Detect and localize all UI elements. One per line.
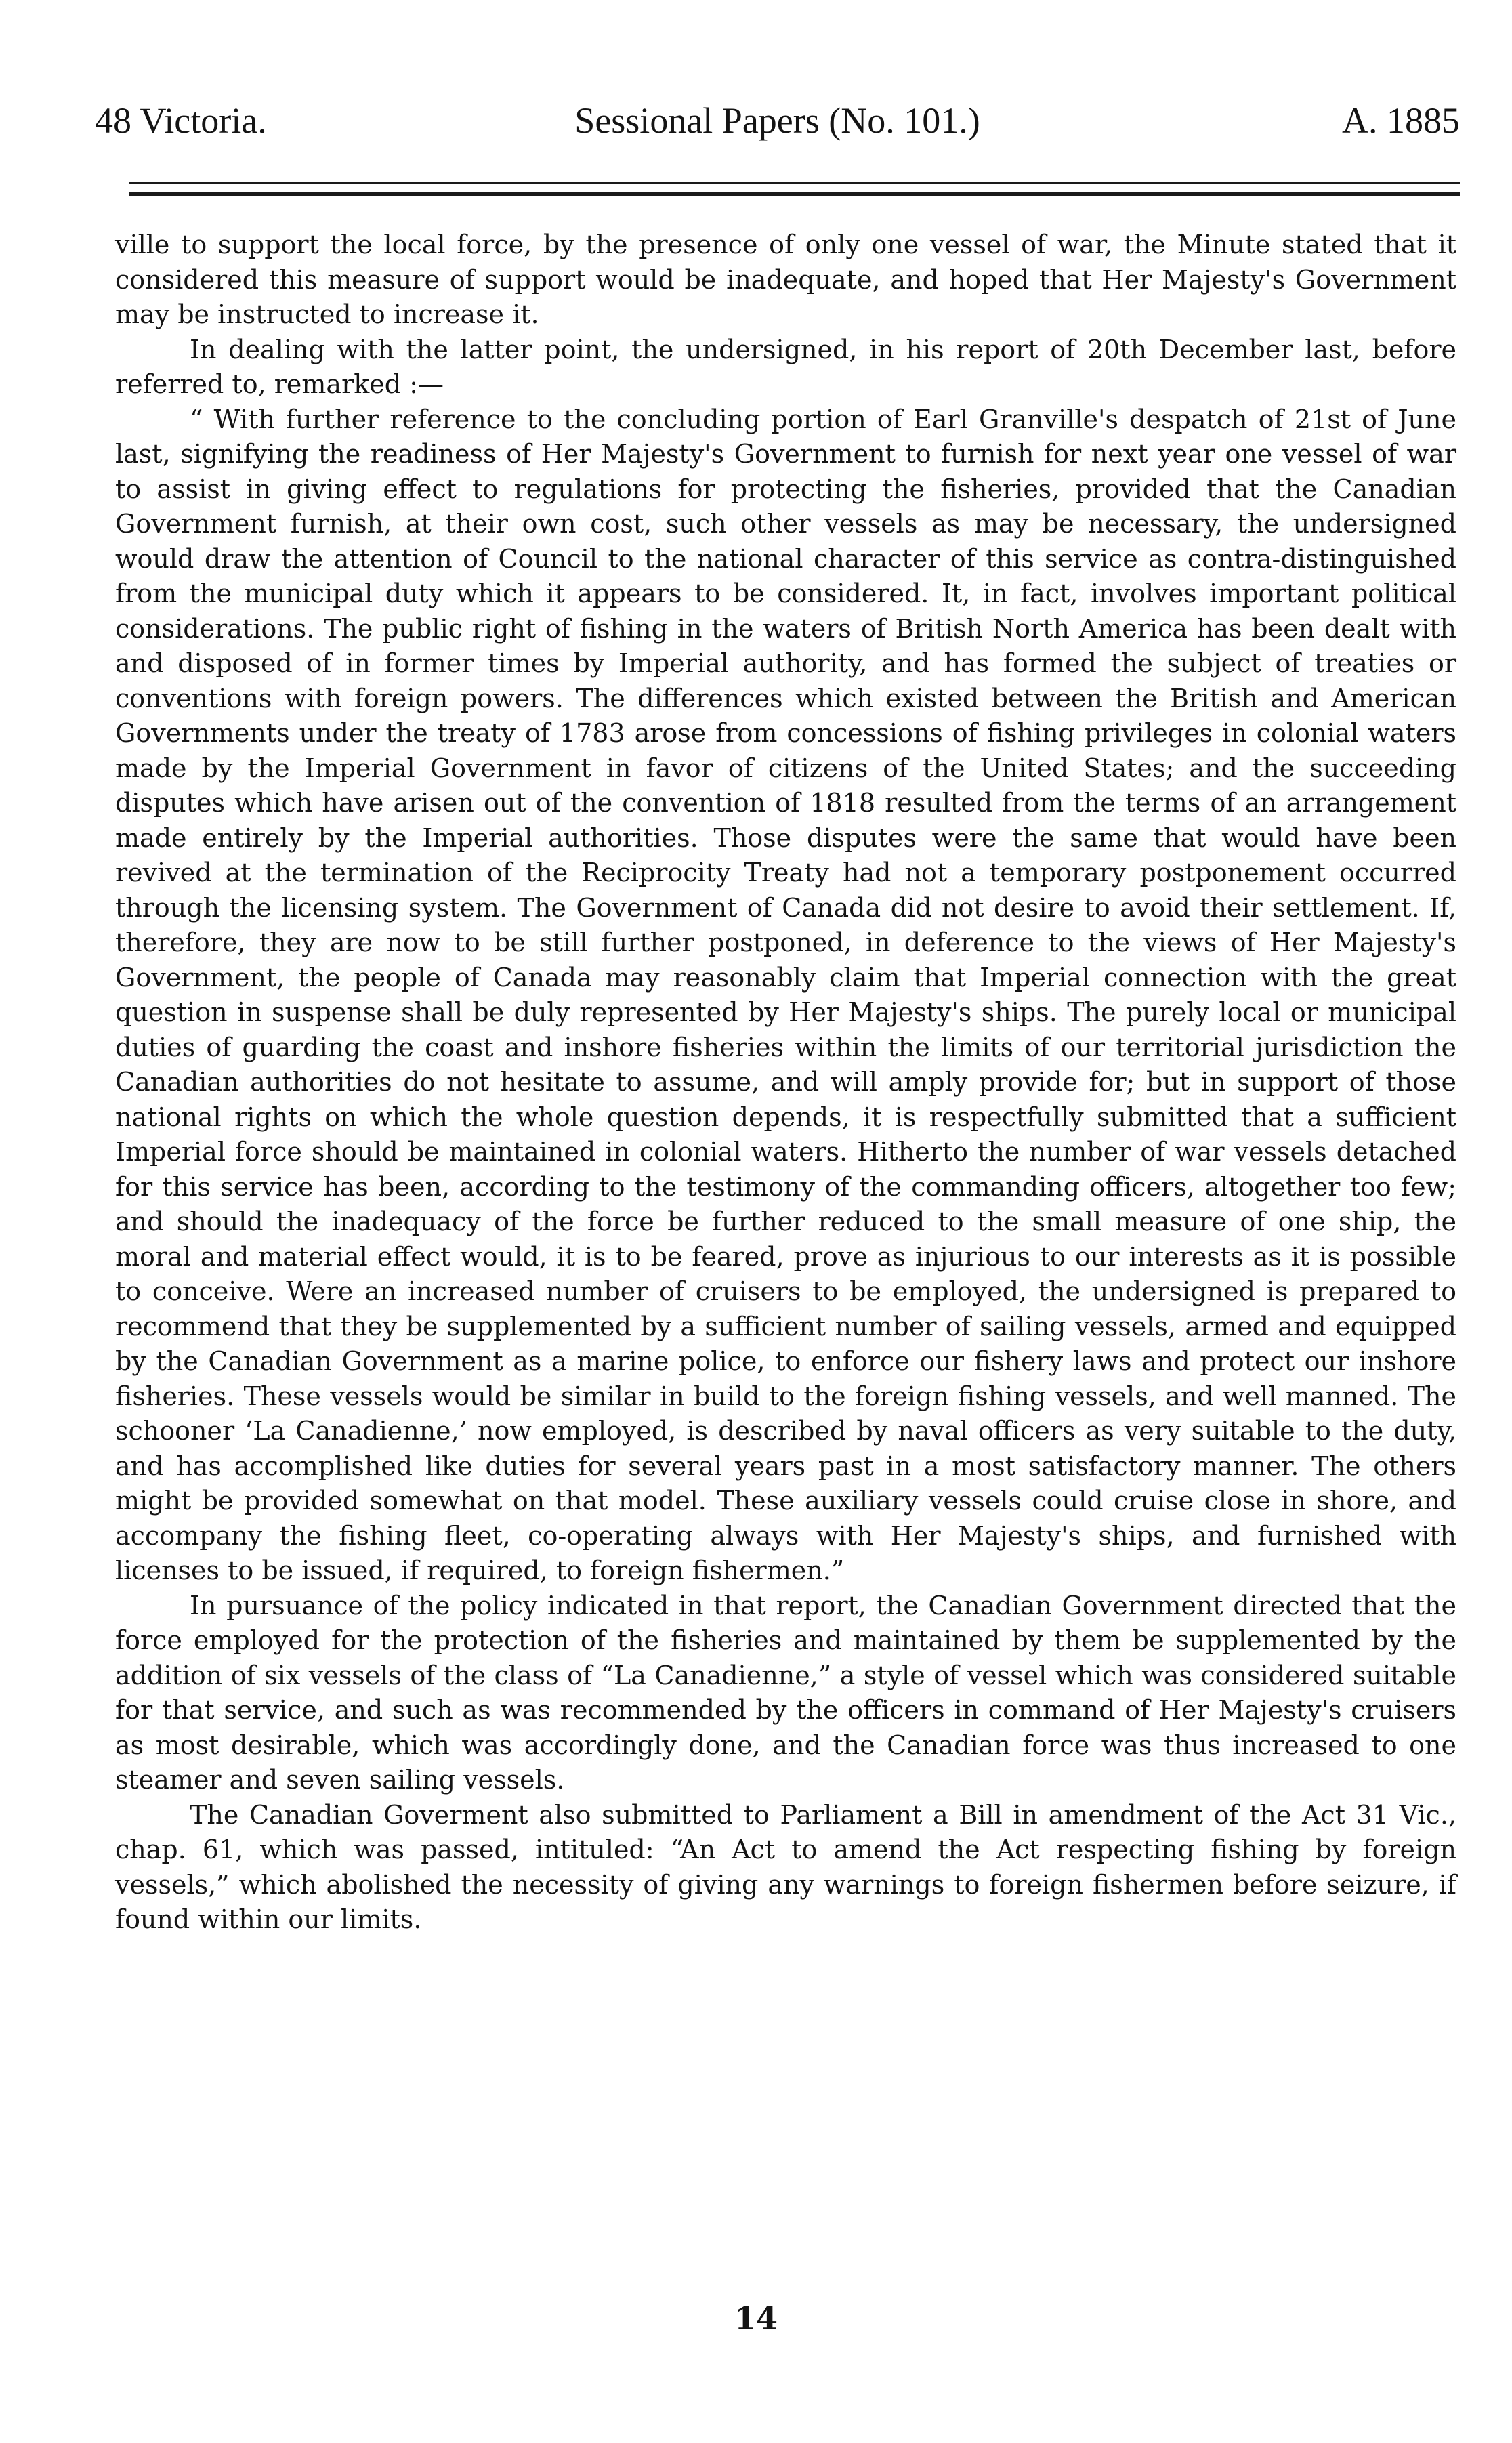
running-header [95, 93, 1460, 148]
header-year: A. 1885 [1342, 100, 1460, 141]
header-session: 48 Victoria. [95, 100, 267, 141]
header-series: Sessional Papers (No. 101.) [574, 100, 980, 141]
paragraph-continuation: ville to support the local force, by the presence of only one vessel of war, the Minute stated that it considered this measure of support would be inadequate, and hoped that Her Majesty's Government may be instructed to increase it. [115, 230, 1456, 329]
header-rule-thin [129, 182, 1460, 184]
paragraph-bill: The Canadian Goverment also submitted to Parliament a Bill in amendment of the Act 31 Vic., chap. 61, which was passed, intituled: “An Act to amend the Act respecting fishing by foreign vessels,” which abolished the necessity of giving any warnings to foreign fishermen before seizure, if found within our limits. [115, 1799, 1456, 1934]
header-rule-thick [129, 192, 1460, 196]
paragraph-policy: In pursuance of the policy indicated in that report, the Canadian Government directed that the force employed for the protection of the fisheries and maintained by them be supplemented by the addition of six vessels of the class of “La Canadienne,” a style of vessel which was considered suitable for that service, and such as was recommended by the officers in command of Her Majesty's cruisers as most desirable, which was accordingly done, and the Canadian force was thus increased to one steamer and seven sailing vessels. [115, 1590, 1456, 1795]
paragraph-report-quote: “ With further reference to the concluding portion of Earl Granville's despatch of 21st of June last, signifying the readiness of Her Majesty's Government to furnish for next year one vessel of war to assist in giving effect to regulations for protecting the fisheries, provided that the Canadian Government furnish, at their own cost, such other vessels as may be necessary, the undersigned would draw the attention of Council to the national character of this service as contra-distinguished from the municipal duty which it appears to be considered. It, in fact, involves important political considerations. The public right of fishing in the waters of British North America has been dealt with and disposed of in former times by Imperial authority, and has formed the subject of treaties or conventions with foreign powers. The differences which existed between the British and American Governments under the treaty of 1783 arose from concessions of fishing privileges in colonial waters made by the Imperial Government in favor of citizens of the United States; and the succeeding disputes which have arisen out of the convention of 1818 resulted from the terms of an arrangement made entirely by the Imperial authorities. Those disputes were the same that would have been revived at the termination of the Reciprocity Treaty had not a temporary postponement occurred through the licensing system. The Government of Canada did not desire to avoid their settlement. If, therefore, they are now to be still further postponed, in deference to the views of Her Majesty's Government, the people of Canada may reasonably claim that Imperial connection with the great question in suspense shall be duly represented by Her Majesty's ships. The purely local or municipal duties of guarding the coast and inshore fisheries within the limits of our territorial jurisdiction the Canadian authorities do not hesitate to assume, and will amply provide for; but in support of those national rights on which the whole question depends, it is respectfully submitted that a sufficient Imperial force should be maintained in colonial waters. Hitherto the number of war vessels detached for this service has been, according to the testimony of the commanding officers, altogether too few; and should the inadequacy of the force be further reduced to the small measure of one ship, the moral and material effect would, it is to be feared, prove as injurious to our interests as it is possible to conceive. Were an increased number of cruisers to be employed, the undersigned is prepared to recommend that they be supplemented by a sufficient number of sailing vessels, armed and equipped by the Canadian Government as a marine police, to enforce our fishery laws and protect our inshore fisheries. These vessels would be similar in build to the foreign fishing vessels, and well manned. The schooner ‘La Canadienne,’ now employed, is described by naval officers as very suitable to the duty, and has accomplished like duties for several years past in a most satisfactory manner. The others might be provided somewhat on that model. These auxiliary vessels could cruise close in shore, and accompany the fishing fleet, co-operating always with Her Majesty's ships, and furnished with licenses to be issued, if required, to foreign fishermen.” [115, 404, 1456, 1585]
paragraph-report-intro: In dealing with the latter point, the undersigned, in his report of 20th December last, before referred to, remarked :— [115, 334, 1456, 399]
body-text [115, 228, 1456, 1938]
page-number: 14 [734, 2300, 778, 2337]
